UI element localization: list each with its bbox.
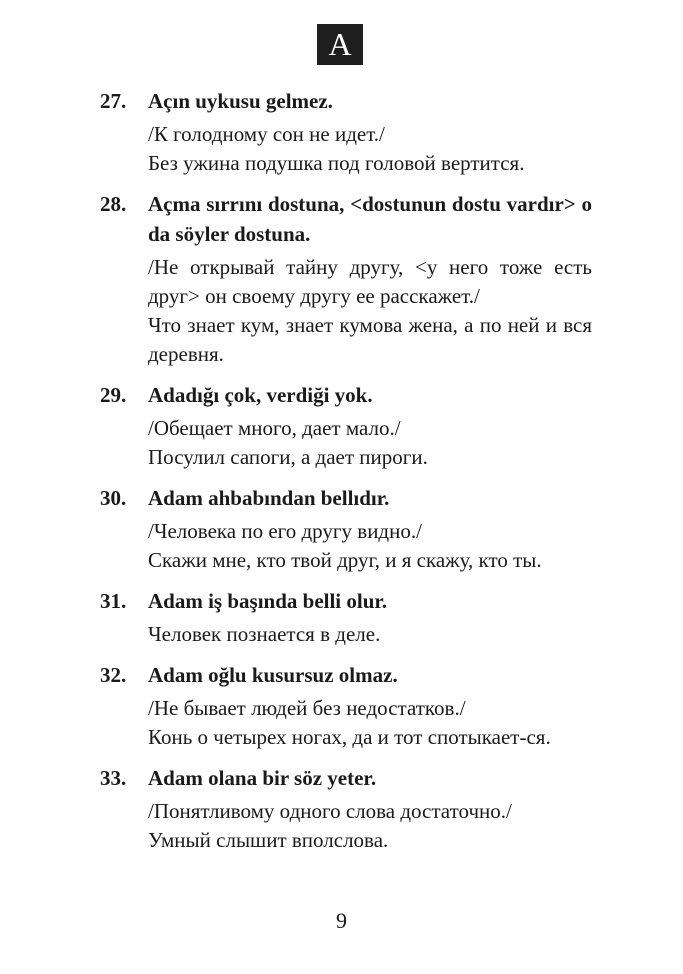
- proverb-turkish: Adam ahbabından bellıdır.: [148, 486, 390, 510]
- proverb-turkish: Adam oğlu kusursuz olmaz.: [148, 663, 398, 687]
- proverb-turkish: Adadığı çok, verdiği yok.: [148, 383, 373, 407]
- entry-number: 28.: [100, 192, 127, 216]
- literal-translation: /Не бывает людей без недостатков./: [148, 696, 466, 720]
- proverb-entry: [100, 483, 592, 575]
- literal-translation: /К голодному сон не идет./: [148, 122, 385, 146]
- section-letter-badge: A: [317, 24, 363, 65]
- proverb-turkish: Adam iş başında belli olur.: [148, 589, 388, 613]
- proverb-entry: [100, 763, 592, 855]
- entry-number: 31.: [100, 589, 127, 613]
- proverb-entry: [100, 86, 592, 178]
- proverb-entry: [100, 586, 592, 649]
- russian-equivalent: Человек познается в деле.: [148, 622, 381, 646]
- russian-equivalent: Без ужина подушка под головой вертится.: [148, 151, 525, 175]
- proverb-entry: [100, 380, 592, 472]
- russian-equivalent: Скажи мне, кто твой друг, и я скажу, кто ты.: [148, 548, 542, 572]
- entry-number: 33.: [100, 766, 127, 790]
- entry-number: 29.: [100, 383, 127, 407]
- proverb-entry: [100, 660, 592, 752]
- entry-number: 30.: [100, 486, 127, 510]
- entry-number: 27.: [100, 89, 127, 113]
- literal-translation: /Человека по его другу видно./: [148, 519, 422, 543]
- literal-translation: /Не открывай тайну другу, <у него тоже есть друг> он своему другу ее расскажет./: [148, 255, 592, 308]
- proverb-entry: [100, 189, 592, 369]
- literal-translation: /Обещает много, дает мало./: [148, 416, 401, 440]
- russian-equivalent: Конь о четырех ногах, да и тот спотыкает-ся.: [148, 725, 551, 749]
- proverb-list: [100, 86, 592, 866]
- literal-translation: /Понятливому одного слова достаточно./: [148, 799, 512, 823]
- entry-number: 32.: [100, 663, 127, 687]
- proverb-turkish: Adam olana bir söz yeter.: [148, 766, 377, 790]
- russian-equivalent: Посулил сапоги, а дает пироги.: [148, 445, 428, 469]
- russian-equivalent: Умный слышит вполслова.: [148, 828, 389, 852]
- russian-equivalent: Что знает кум, знает кумова жена, а по ней и вся деревня.: [148, 313, 592, 366]
- proverb-turkish: Açma sırrını dostuna, <dostunun dostu vardır> o da söyler dostuna.: [148, 192, 592, 246]
- page-number: 9: [336, 908, 347, 933]
- proverb-turkish: Açın uykusu gelmez.: [148, 89, 333, 113]
